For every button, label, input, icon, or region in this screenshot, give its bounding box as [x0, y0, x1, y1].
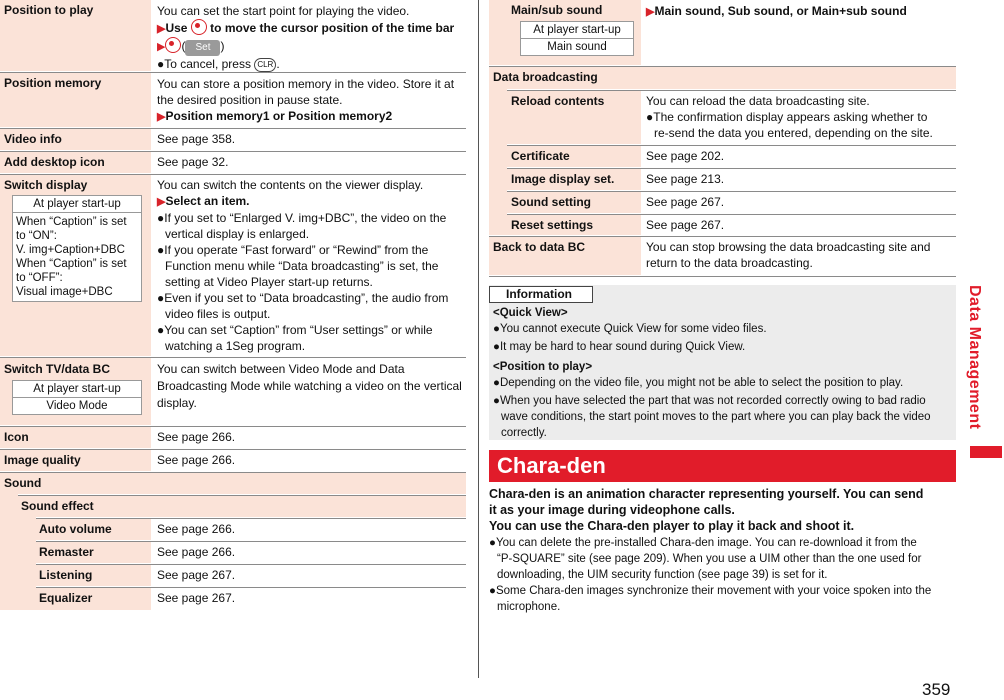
position-to-play-heading: <Position to play>: [493, 361, 593, 373]
label-back-to-data-bc: Back to data BC: [493, 240, 586, 254]
set-softkey-icon: Set: [185, 40, 220, 56]
chara-den-intro-line: You can use the Chara-den player to play it back and shoot it.: [489, 519, 855, 533]
label-switch-display: Switch display: [4, 178, 88, 192]
sound-setting-text: See page 267.: [646, 195, 725, 209]
mini-table-header: At player start-up: [13, 196, 141, 213]
position-memory-line1: You can store a position memory in the video. Store it at: [157, 77, 455, 91]
info-bullet: wave conditions, the start point moves to the part where you can play back the video: [501, 411, 931, 423]
page-number: 359: [922, 680, 951, 699]
column-divider: [478, 0, 479, 678]
info-bullet: correctly.: [501, 427, 547, 439]
bullet-line: setting at Video Player start-up returns.: [165, 275, 373, 289]
mini-table-line: to “ON”:: [16, 230, 57, 242]
label-icon: Icon: [4, 430, 29, 444]
bullet-line: Even if you set to “Data broadcasting”, the audio from: [164, 291, 449, 305]
bullet-line: re-send the data you entered, depending on the site.: [654, 126, 933, 140]
switch-display-line1: You can switch the contents on the viewer display.: [157, 178, 424, 192]
label-sound-setting: Sound setting: [511, 195, 591, 209]
position-to-play-instruction: to move the cursor position of the time bar: [210, 21, 455, 35]
enter-key-icon: [165, 37, 181, 53]
switch-display-startup-table: [12, 195, 142, 302]
bullet-line: Function menu while “Data broadcasting” is set, the: [165, 259, 439, 273]
switch-tv-line: display.: [157, 396, 197, 410]
switch-display-select: Select an item.: [165, 194, 250, 208]
reload-contents-line1: You can reload the data broadcasting site.: [646, 94, 870, 108]
label-auto-volume: Auto volume: [39, 522, 112, 536]
label-reload-contents: Reload contents: [511, 94, 605, 108]
equalizer-text: See page 267.: [157, 591, 236, 605]
label-remaster: Remaster: [39, 545, 94, 559]
label-add-desktop-icon: Add desktop icon: [4, 155, 105, 169]
bullet-line: The confirmation display appears asking whether to: [653, 110, 928, 124]
auto-volume-text: See page 266.: [157, 522, 236, 536]
bullet-line: video files is output.: [165, 307, 271, 321]
label-data-broadcasting: Data broadcasting: [493, 70, 598, 84]
main-sub-startup-table: [520, 21, 634, 56]
certificate-text: See page 202.: [646, 149, 725, 163]
main-sub-sound-choice: Main sound, Sub sound, or Main+sub sound: [654, 4, 907, 18]
navigation-key-icon: [191, 19, 207, 35]
position-to-play-desc: You can set the start point for playing the video. ▶Use to move the cursor position of the time bar ▶ ( Set ) ●To cancel, press CLR .: [157, 3, 467, 72]
position-to-play-cancel: To cancel, press: [164, 57, 251, 71]
mini-table-value: Video Mode: [46, 400, 108, 412]
info-bullet: Depending on the video file, you might not be able to select the position to play.: [499, 377, 904, 389]
chara-den-bullet: downloading, the UIM security function (see page 39) is set for it.: [497, 569, 828, 581]
chara-den-title: Chara-den: [489, 450, 956, 482]
label-position-to-play: Position to play: [4, 3, 94, 17]
mini-table-header: At player start-up: [521, 22, 633, 39]
switch-tv-line: Broadcasting Mode while watching a video on the vertical: [157, 379, 462, 393]
label-certificate: Certificate: [511, 149, 570, 163]
label-sound: Sound: [4, 476, 42, 490]
info-bullet: When you have selected the part that was not recorded correctly owing to bad radio: [499, 395, 926, 407]
position-to-play-use: Use: [165, 21, 188, 35]
chara-den-bullet: microphone.: [497, 601, 561, 613]
chara-den-intro-line: Chara-den is an animation character representing yourself. You can send: [489, 487, 924, 501]
back-to-data-bc-line: return to the data broadcasting.: [646, 256, 813, 270]
switch-tv-startup-table: [12, 380, 142, 415]
mini-table-line: When “Caption” is set: [16, 258, 127, 270]
back-to-data-bc-line: You can stop browsing the data broadcasting site and: [646, 240, 931, 254]
bullet-line: watching a 1Seg program.: [165, 339, 306, 353]
mini-table-line: to “OFF”:: [16, 272, 63, 284]
chara-den-bullet: “P-SQUARE” site (see page 209). When you use a UIM other than the one used for: [497, 553, 922, 565]
label-main-sub-sound: Main/sub sound: [511, 3, 603, 17]
clr-key-icon: CLR: [254, 58, 276, 72]
information-tag: Information: [489, 286, 593, 303]
label-reset-settings: Reset settings: [511, 218, 594, 232]
label-listening: Listening: [39, 568, 93, 582]
remaster-text: See page 266.: [157, 545, 236, 559]
mini-table-line: When “Caption” is set: [16, 216, 127, 228]
mini-table-value: Main sound: [547, 41, 607, 53]
bullet-line: If you set to “Enlarged V. img+DBC”, the video on the: [164, 211, 447, 225]
label-equalizer: Equalizer: [39, 591, 93, 605]
info-bullet: It may be hard to hear sound during Quick View.: [499, 341, 746, 353]
position-memory-choice: Position memory1 or Position memory2: [165, 109, 393, 123]
side-section-label: Data Management: [966, 285, 983, 430]
quick-view-heading: <Quick View>: [493, 307, 568, 319]
label-image-display-set: Image display set.: [511, 172, 615, 186]
image-display-set-text: See page 213.: [646, 172, 725, 186]
image-quality-text: See page 266.: [157, 453, 236, 467]
position-to-play-line1: You can set the start point for playing the video.: [157, 4, 410, 18]
chara-den-bullet: You can delete the pre-installed Chara-den image. You can re-download it from the: [495, 537, 917, 549]
label-image-quality: Image quality: [4, 453, 81, 467]
chara-den-bullet: Some Chara-den images synchronize their movement with your voice spoken into the: [495, 585, 932, 597]
video-info-text: See page 358.: [157, 132, 236, 146]
chara-den-intro-line: it as your image during videophone calls.: [489, 503, 735, 517]
listening-text: See page 267.: [157, 568, 236, 582]
info-bullet: You cannot execute Quick View for some video files.: [499, 323, 767, 335]
switch-tv-line: You can switch between Video Mode and Data: [157, 362, 405, 376]
reset-settings-text: See page 267.: [646, 218, 725, 232]
position-memory-line2: the desired position in pause state.: [157, 93, 343, 107]
label-switch-tv-data-bc: Switch TV/data BC: [4, 362, 111, 376]
add-desktop-icon-text: See page 32.: [157, 155, 229, 169]
label-sound-effect: Sound effect: [21, 499, 94, 513]
icon-text: See page 266.: [157, 430, 236, 444]
side-tab-marker: [970, 446, 1002, 458]
bullet-line: If you operate “Fast forward” or “Rewind” from the: [164, 243, 429, 257]
label-position-memory: Position memory: [4, 76, 102, 90]
mini-table-header: At player start-up: [13, 381, 141, 398]
mini-table-line: Visual image+DBC: [16, 286, 113, 298]
mini-table-line: V. img+Caption+DBC: [16, 244, 125, 256]
bullet-line: You can set “Caption” from “User settings” or while: [164, 323, 433, 337]
bullet-line: vertical display is enlarged.: [165, 227, 310, 241]
label-video-info: Video info: [4, 132, 62, 146]
